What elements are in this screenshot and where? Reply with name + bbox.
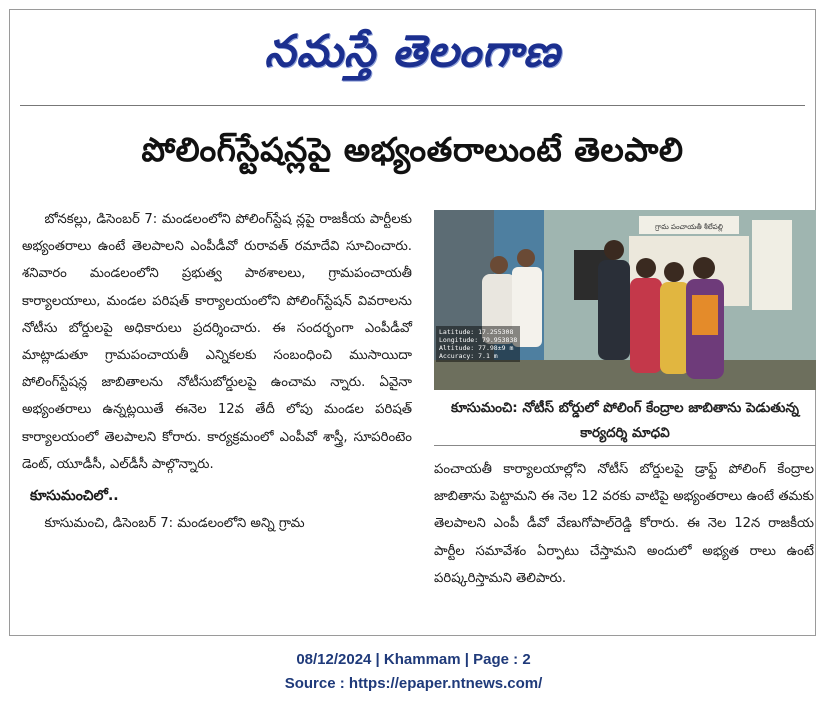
gps-longitude: Longitude: 79.953838 bbox=[439, 336, 518, 344]
footer-date-edition: 08/12/2024 | Khammam | Page : 2 bbox=[296, 651, 531, 668]
article-headline: పోలింగ్‌స్టేషన్లపై అభ్యంతరాలుంటే తెలపాలి bbox=[141, 130, 684, 169]
body-paragraph-3: పంచాయతీ కార్యాలయాల్లోని నోటీస్ బోర్డులపై డ్రాఫ్ట్ పోలింగ్ కేంద్రాల జాబితాను పెట్టామని ఈ నెల 12 వరకు వాటిపై అభ్యంతరాలు ఉంటే తమకు తెలపాలని ఎంపీ డీవో వేణుగోపాల్‌రెడ్డి కోరారు. ఈ నెల 12న రాజకీయ పార్టీల సమావేశం ఏర్పాటు చేస్తామని అందులో అభ్యత రాలు ఉంటే పరిష్కరిస్తామని తెలిపారు. bbox=[434, 462, 814, 586]
source-footer bbox=[0, 648, 827, 696]
masthead-divider bbox=[20, 105, 805, 106]
gps-latitude: Latitude: 17.255308 bbox=[439, 328, 514, 336]
masthead bbox=[10, 14, 815, 94]
photo-caption: కూసుమంచి: నోటీస్ బోర్డులో పోలింగ్ కేంద్రాల జాబితాను పెడుతున్న కార్యదర్శి మాధవి bbox=[434, 390, 816, 446]
gps-altitude: Altitude: 77.98±9 m bbox=[439, 344, 514, 352]
footer-source-link[interactable]: Source : https://epaper.ntnews.com/ bbox=[284, 675, 543, 692]
article-body-left bbox=[22, 206, 412, 537]
article-body-right bbox=[434, 456, 814, 592]
article-subhead: కూసుమంచిలో.. bbox=[30, 488, 119, 505]
article-photo bbox=[434, 210, 816, 390]
gps-accuracy: Accuracy: 7.1 m bbox=[439, 352, 498, 360]
masthead-title: నమస్తే తెలంగాణ bbox=[264, 26, 561, 77]
body-paragraph-1: బోనకల్లు, డిసెంబర్ 7: మండలంలోని పోలింగ్‌స్టేష న్లపై రాజకీయ పార్టీలకు అభ్యంతరాలు ఉంటే తెలపాలని ఎంపీడీవో రురావత్ రమాదేవి సూచించారు. శనివారం మండలంలోని ప్రభుత్వ పాఠశాలలు, గ్రామపంచాయతీ కార్యాలయాలు, మండల పరిషత్ కార్యాలయంలోని పోలింగ్‌స్టేషన్ వివరాలను నోటీసు బోర్డులపై అధికారులు ప్రదర్శించారు. ఈ సందర్భంగా ఎంపీడీవో మాట్లాడుతూ గ్రామపంచాయతీ ఎన్నికలకు సంబంధించి ముసాయిదా పోలింగ్‌స్టేషన్ల జాబితాలను నోటీసుబోర్డులపై ఉంచామ న్నారు. ఏవైనా అభ్యంతరాలు ఉన్నట్లయితే ఈనెల 12వ తేదీ లోపు మండల పరిషత్ కార్యాలయంలో తెలపాలని కోరారు. కార్యక్రమంలో ఎంపీవో శాస్త్రీ, సూపరింటెం డెంట్, యూడీసీ, ఎల్‌డీసీ పాల్గొన్నారు. bbox=[22, 212, 412, 472]
gps-stamp bbox=[436, 326, 520, 362]
photo-illustration bbox=[434, 210, 816, 390]
notice-board-text: గ్రామ పంచాయతీ శీలేపల్లి bbox=[655, 223, 723, 231]
newspaper-clipping bbox=[9, 9, 816, 636]
body-paragraph-2: కూసుమంచి, డిసెంబర్ 7: మండలంలోని అన్ని గ్రామ bbox=[44, 516, 305, 532]
